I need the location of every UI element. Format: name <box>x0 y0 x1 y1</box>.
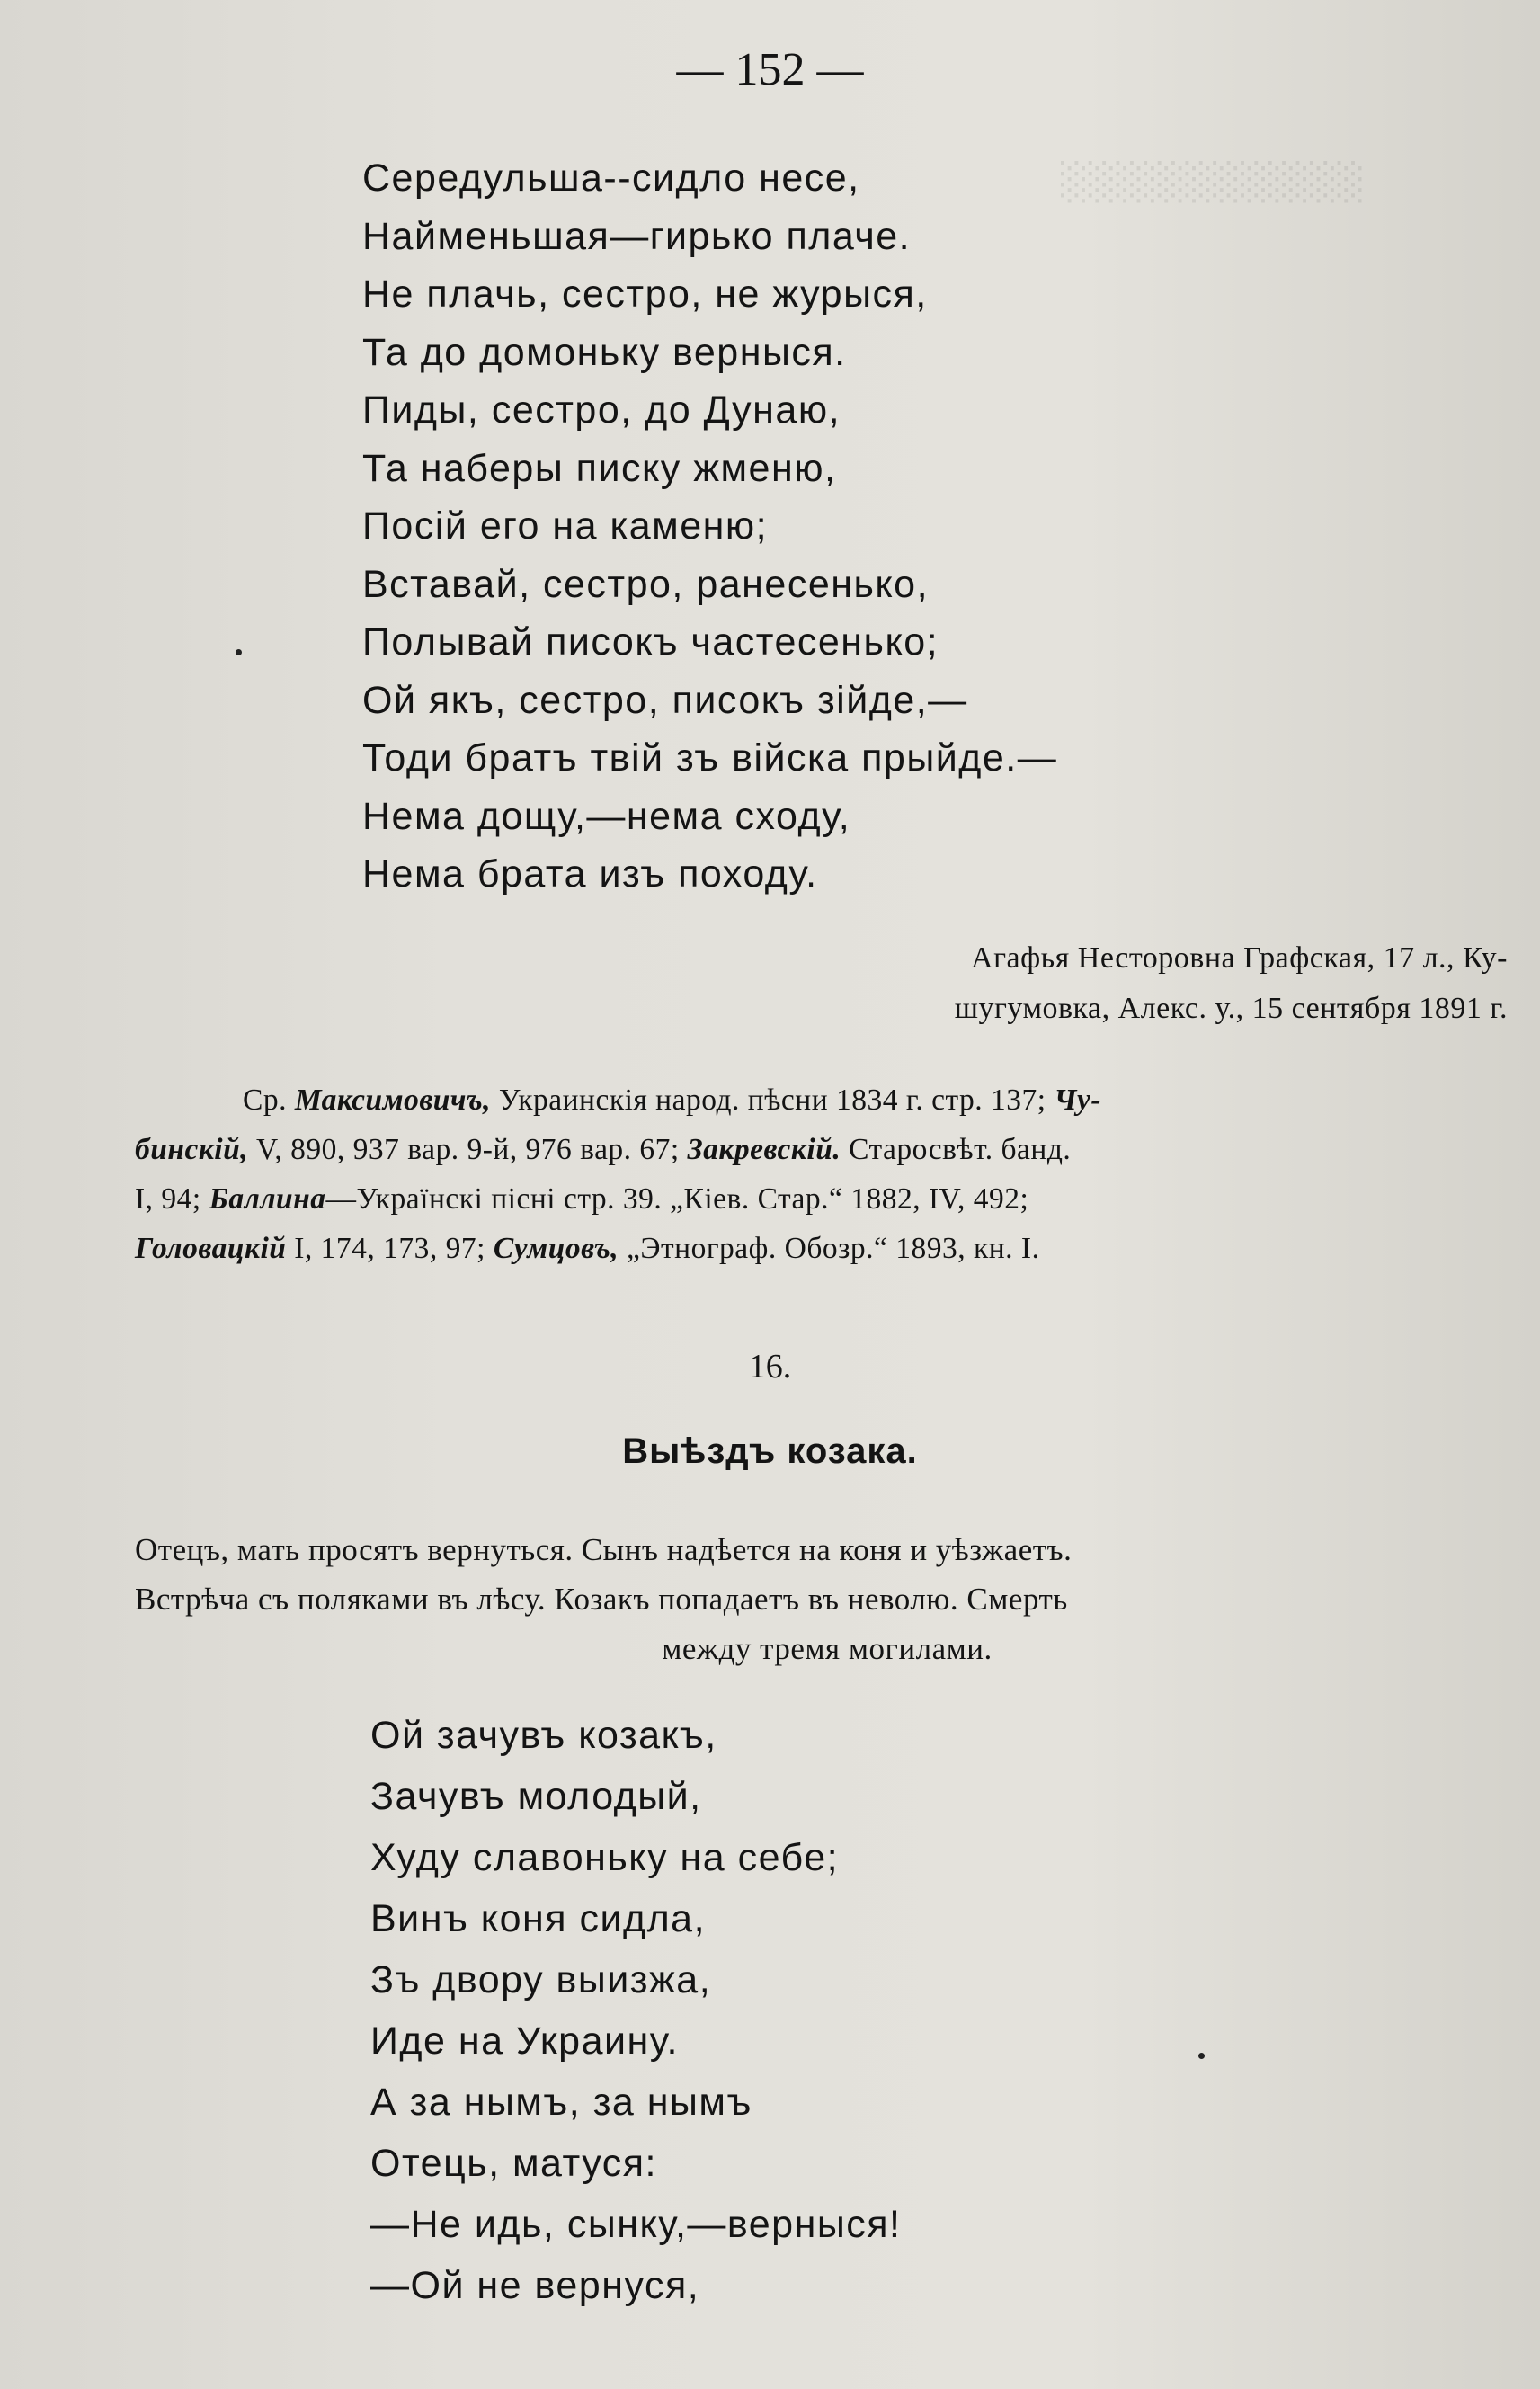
verse-line: Иде на Украину. <box>370 2019 679 2063</box>
author-name: Максимовичъ, <box>294 1083 492 1117</box>
references-paragraph <box>135 1075 1510 1273</box>
verse-line: Не плачь, сестро, не журыся, <box>362 272 928 316</box>
attribution-line: Агафья Несторовна Графская, 17 л., Ку- <box>971 941 1508 975</box>
verse-line: Отець, матуся: <box>370 2142 657 2185</box>
verse-line: Ой зачувъ козакъ, <box>370 1714 717 1757</box>
author-name: Чу- <box>1054 1083 1102 1117</box>
bleed-through-text: ░░░░░░░░░░░ <box>1061 162 1366 203</box>
verse-line: Тоди братъ твій зъ війска прыйде.— <box>362 736 1058 780</box>
song-summary <box>135 1525 1519 1673</box>
reference-line: Головацкій I, 174, 173, 97; Сумцовъ, „Этнограф. Обозр.“ 1893, кн. I. <box>135 1232 1040 1265</box>
verse-line: Зъ двору выизжа, <box>370 1958 712 2001</box>
verse-line: Нема дощу,—нема сходу, <box>362 794 851 838</box>
verse-block-1 <box>362 149 1057 904</box>
verse-line: Середульша--сидло несе, <box>362 156 860 200</box>
verse-line: Та наберы писку жменю, <box>362 446 837 490</box>
verse-line: Винъ коня сидла, <box>370 1897 707 1940</box>
verse-line: —Не идь, сынку,—верныся! <box>370 2203 902 2246</box>
verse-line: Вставай, сестро, ранесенько, <box>362 562 930 606</box>
author-name: Сумцовъ, <box>493 1232 619 1265</box>
verse-line: Полывай писокъ частесенько; <box>362 620 939 664</box>
verse-line: Посій его на каменю; <box>362 504 769 548</box>
reference-line: бинскій, V, 890, 937 вар. 9-й, 976 вар. 67; Закревскій. Старосвѣт. банд. <box>135 1133 1072 1166</box>
verse-block-2 <box>370 1705 902 2316</box>
summary-line: Отецъ, мать просятъ вернуться. Сынъ надѣется на коня и уѣзжаетъ. <box>135 1532 1073 1567</box>
author-name: Головацкій <box>135 1232 287 1265</box>
author-name: Баллина <box>209 1182 326 1216</box>
attribution-line: шугумовка, Алекс. у., 15 сентября 1891 г. <box>954 992 1508 1025</box>
verse-line: А за нымъ, за нымъ <box>370 2081 752 2124</box>
summary-line: Встрѣча съ поляками въ лѣсу. Козакъ попадаетъ въ неволю. Смерть <box>135 1582 1068 1617</box>
author-name: бинскій, <box>135 1133 249 1166</box>
reference-line: I, 94; Баллина—Українскі пісні стр. 39. „Кіев. Стар.“ 1882, IV, 492; <box>135 1182 1029 1216</box>
song-number: 16. <box>748 1348 792 1386</box>
verse-line: —Ой не вернуся, <box>370 2264 700 2307</box>
ink-dot <box>236 649 242 655</box>
summary-line: между тремя могилами. <box>662 1631 993 1666</box>
song-title: Выѣздъ козака. <box>622 1431 918 1471</box>
reference-line: Ср. Максимовичъ, Украинскія народ. пѣсни 1834 г. стр. 137; Чу- <box>243 1083 1102 1117</box>
verse-line: Та до домоньку верныся. <box>362 330 847 374</box>
informant-attribution <box>955 933 1508 1034</box>
verse-line: Худу славоньку на себе; <box>370 1836 840 1879</box>
verse-line: Ой якъ, сестро, писокъ зійде,— <box>362 678 968 722</box>
verse-line: Нема брата изъ походу. <box>362 852 818 896</box>
author-name: Закревскій. <box>687 1133 841 1166</box>
verse-line: Пиды, сестро, до Дунаю, <box>362 388 841 432</box>
verse-line: Найменьшая—гирько плаче. <box>362 214 912 258</box>
page-number: — 152 — <box>676 44 864 95</box>
verse-line: Зачувъ молодый, <box>370 1775 702 1818</box>
ink-dot <box>1198 2053 1205 2059</box>
